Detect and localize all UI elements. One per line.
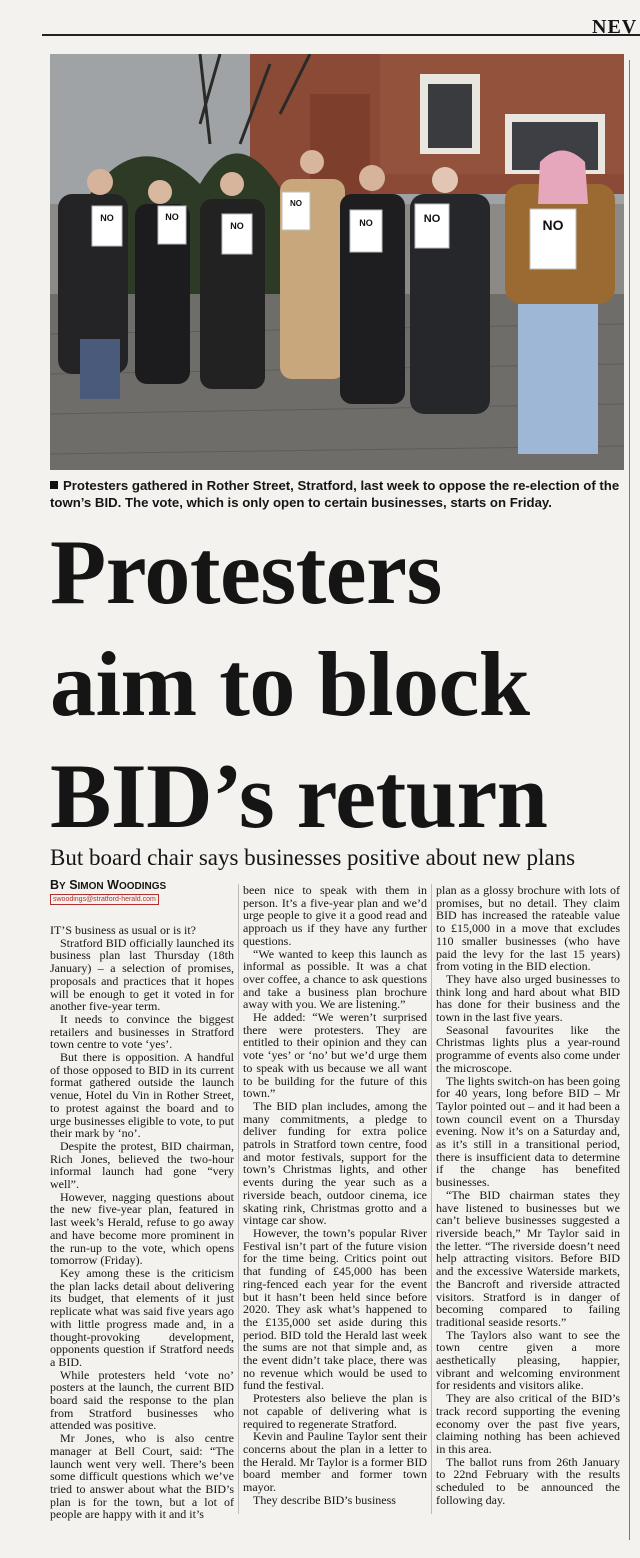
placard-7-label: NO — [542, 217, 564, 233]
headline-line-2: aim to block — [50, 633, 530, 735]
article-paragraph: Despite the protest, BID chairman, Rich Jones, believed the two-hour informal launch had gone “very well”. — [50, 1138, 234, 1192]
article-paragraph: Protesters also believe the plan is not capable of delivering what is required to regenerate Stratford. — [243, 1391, 427, 1431]
article-paragraph: “We wanted to keep this launch as informal as possible. It was a chat over coffee, a chance to ask questions and take a business plan brochure away with you. We are listening.” — [243, 946, 427, 1012]
article-paragraph: The lights switch-on has been going for 40 years, long before BID – Mr Taylor pointed out – and it had been a town council event on a Thursday evening. Now it’s on a Saturday and, as it’s still in a transitional period, there is insufficient data to determine if the change has benefited businesses. — [436, 1073, 620, 1190]
byline — [50, 878, 166, 892]
placard-3-label: NO — [230, 221, 244, 231]
section-tag: NEV — [592, 16, 638, 38]
article-paragraph: The ballot runs from 26th January to 22nd February with the results scheduled to be announced the following day. — [436, 1454, 620, 1507]
article-paragraph: He added: “We weren’t surprised there were protesters. They are entitled to their opinion and they can vote ‘yes’ or ‘no’ but we’d urge them to speak with us because we all want to be building for the future of this town.” — [243, 1010, 427, 1101]
article-paragraph: “The BID chairman states they have listened to businesses but we can’t believe businesses suggested a riverside beach,” Mr Taylor said in the letter. “The riverside doesn’t need help attracting visitors. Before BID and the excessive Waterside markets, the Bancroft and riverside attracted visitors. Stratford is in danger of becoming compared to failing traditional seaside resorts.” — [436, 1187, 620, 1329]
article-paragraph: While protesters held ‘vote no’ posters at the launch, the current BID board said the response to the plan from Stratford businesses who attended was positive. — [50, 1367, 234, 1433]
top-rule — [42, 34, 640, 36]
article-paragraph: Mr Jones, who is also centre manager at Bell Court, said: “The launch went very well. There’s been some difficult questions which we’ve tried to answer about what the BID’s plan is for the town, but a lot of people are happy with it and it’s — [50, 1431, 234, 1522]
headline — [50, 516, 630, 852]
article-column-3 — [436, 884, 620, 1506]
article-paragraph: But there is opposition. A handful of those opposed to BID in its current format gathered outside the launch venue, Hotel du Vin in Rother Street, to protest against the board and to urge businesses eligible to vote, to put their mark by ‘no’. — [50, 1050, 234, 1141]
article-paragraph: However, nagging questions about the new five-year plan, featured in last week’s Herald, refuse to go away and have become more prominent in the run-up to the vote, which opens tomorrow (Friday). — [50, 1189, 234, 1268]
headline-line-3: BID’s return — [50, 745, 548, 847]
byline-first-name: SIMON — [69, 878, 104, 892]
column-divider — [238, 884, 239, 1514]
article-column-1 — [50, 924, 234, 1521]
placard-5-label: NO — [359, 218, 373, 228]
article-paragraph: However, the town’s popular River Festival isn’t part of the future vision for the time being. Critics point out that funding of £45,000 has been ring-fenced each year for the event but it hasn’t been held since before 2020. They ask what’s happened to the £135,000 set aside during this period. BID told the Herald last week the sums are not that simple and, as the event didn’t take place, there was no revenue which would be used to fund the festival. — [243, 1225, 427, 1393]
article-paragraph: Key among these is the criticism the plan lacks detail about delivering its budget, that elements of it just replicate what was said five years ago with little progress made and, in a thought-provoking development, opponents question if Stratford needs a BID. — [50, 1265, 234, 1369]
article-paragraph: Seasonal favourites like the Christmas lights plus a year-round programme of events also come under the microscope. — [436, 1022, 620, 1075]
article-paragraph: IT’S business as usual or is it? — [50, 923, 196, 937]
byline-prefix: BY — [50, 878, 66, 892]
placard-1-label: NO — [100, 213, 114, 223]
caption-bullet-icon — [50, 481, 58, 489]
article-column-2 — [243, 884, 427, 1506]
article-paragraph: plan as a glossy brochure with lots of promises, but no detail. They claim BID has increased the rateable value to £15,000 in a move that excludes 110 smaller businesses (who have paid the levy for the last 15 years) from voting in the BID election. — [436, 883, 620, 974]
article-paragraph: They describe BID’s business — [253, 1492, 396, 1507]
article-paragraph: Stratford BID officially launched its business plan last Thursday (18th January) – a selection of promises, proposals and practices that it hopes will be enough to get it voted in for another five-year term. — [50, 935, 234, 1014]
placard-6-label: NO — [423, 213, 441, 225]
headline-line-1: Protesters — [50, 521, 442, 623]
article-paragraph: They have also urged businesses to think long and hard about what BID has done for their business and the town in the last five years. — [436, 971, 620, 1025]
column-divider — [431, 884, 432, 1514]
placard-2-label: NO — [165, 212, 179, 222]
protest-photo — [50, 54, 624, 470]
article-paragraph: The Taylors also want to see the town centre given a more aesthetically pleasing, happier, vibrant and welcoming environment for residents and visitors alike. — [436, 1327, 620, 1393]
article-paragraph: Kevin and Pauline Taylor sent their concerns about the plan in a letter to the Herald. Mr Taylor is a former BID board member and former town mayor. — [243, 1429, 427, 1495]
standfirst: But board chair says businesses positive about new plans — [50, 845, 576, 870]
article-paragraph: They are also critical of the BID’s track record supporting the evening economy over the past five years, claiming nothing has been achieved in this area. — [436, 1391, 620, 1456]
article-paragraph: It needs to convince the biggest retailers and businesses in Stratford town centre to vote ‘yes’. — [50, 1011, 234, 1052]
caption-text: Protesters gathered in Rother Street, Stratford, last week to oppose the re-election of the town’s BID. The vote, which is only open to certain businesses, starts on Friday. — [50, 478, 620, 510]
byline-last-name: WOODINGS — [107, 878, 167, 892]
photo-caption — [50, 477, 630, 511]
author-email[interactable]: swoodings@stratford-herald.com — [50, 894, 159, 905]
placard-4-label: NO — [290, 199, 302, 208]
article-paragraph: been nice to speak with them in person. It’s a five-year plan and we’d urge people to give it a good read and approach us if they have any further questions. — [243, 883, 427, 948]
article-paragraph: The BID plan includes, among the many commitments, a pledge to deliver funding for extra police patrols in Stratford town centre, food and motor festivals, support for the town’s Christmas lights, and other events during the year such as a riverside beach, outdoor cinema, ice skating rink, Christmas grotto and a vintage car show. — [243, 1098, 427, 1228]
